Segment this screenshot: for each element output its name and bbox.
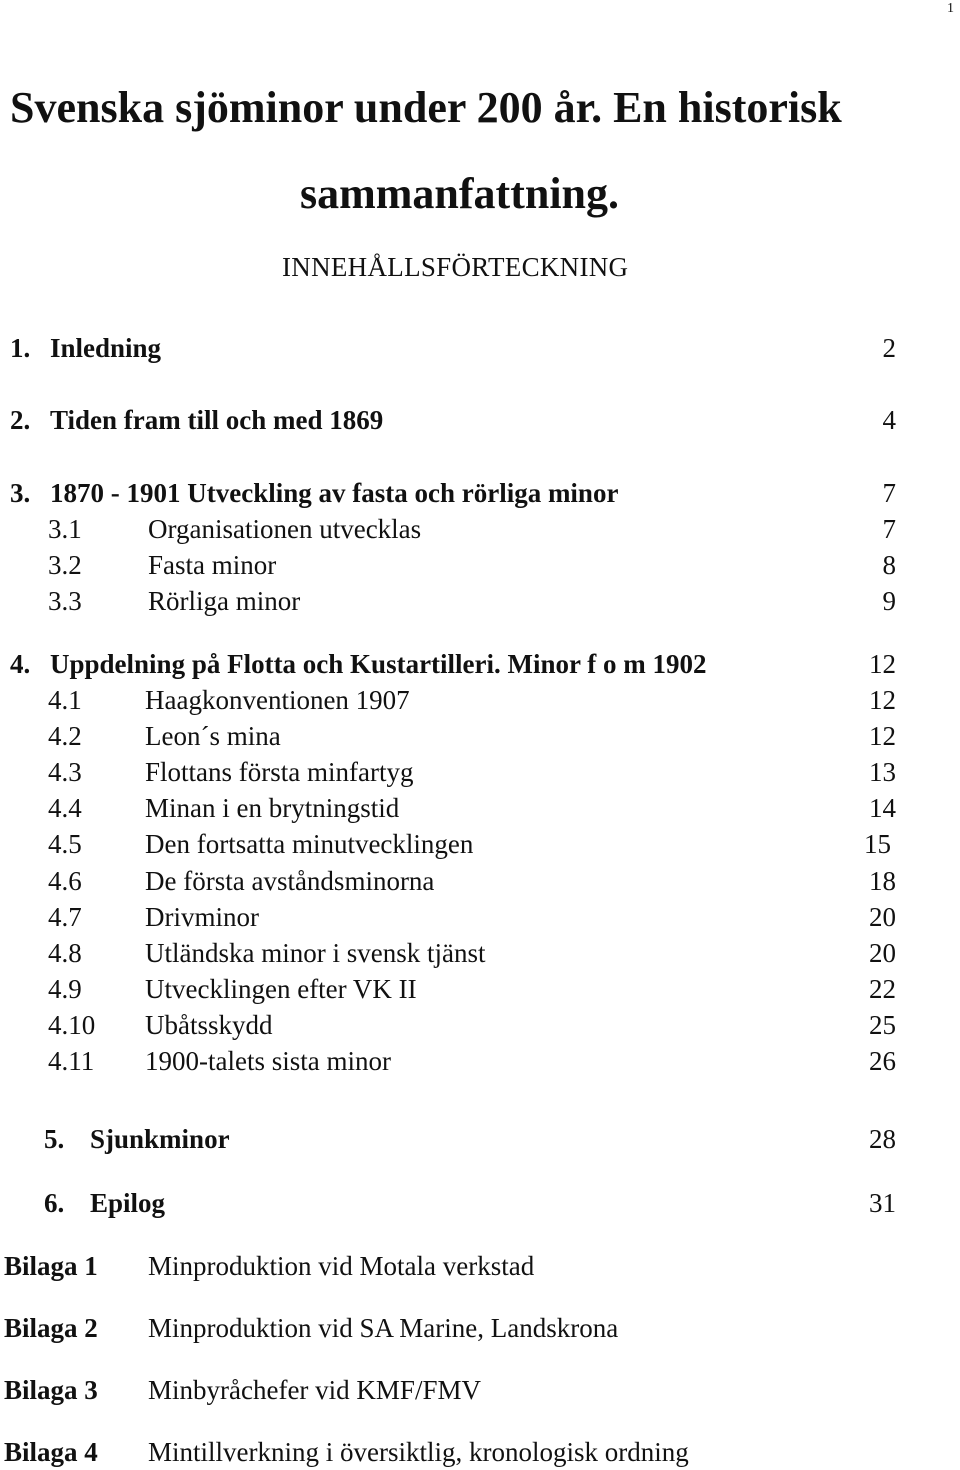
- toc-section-label: Uppdelning på Flotta och Kustartilleri. Minor f o m 1902: [50, 649, 707, 679]
- toc-subsection-number: 4.1: [48, 685, 82, 715]
- toc-subsection-number: 4.6: [48, 866, 82, 896]
- toc-section-page: 4: [882, 405, 896, 435]
- toc-section-label: Tiden fram till och med 1869: [50, 405, 384, 435]
- document-title-line1: Svenska sjöminor under 200 år. En historisk: [10, 83, 842, 132]
- toc-subsection-number: 4.5: [48, 829, 82, 859]
- toc-section-page: 7: [882, 478, 896, 508]
- appendix-title: Minbyråchefer vid KMF/FMV: [148, 1375, 481, 1405]
- toc-section-number: 4.: [10, 649, 31, 679]
- toc-subsection-label: Rörliga minor: [148, 586, 301, 616]
- toc-subsection-number: 4.7: [48, 902, 82, 932]
- appendix-title: Mintillverkning i översiktlig, kronologisk ordning: [148, 1437, 689, 1467]
- toc-subsection-page: 7: [882, 514, 896, 544]
- toc-section-page: 28: [869, 1124, 896, 1154]
- toc-subsection-number: 3.3: [48, 586, 82, 616]
- appendix-title: Minproduktion vid SA Marine, Landskrona: [148, 1313, 619, 1343]
- toc-subsection-page: 12: [869, 685, 896, 715]
- toc-subsection-number: 4.11: [48, 1046, 95, 1076]
- toc-section-page: 2: [882, 333, 896, 363]
- toc-subsection-page: 26: [869, 1046, 896, 1076]
- toc-section-number: 3.: [10, 478, 31, 508]
- toc-subsection-page: 9: [882, 586, 896, 616]
- toc-subsection-label: Leon´s mina: [145, 721, 281, 751]
- toc-section-label: Epilog: [90, 1188, 166, 1218]
- toc-section-page: 12: [869, 649, 896, 679]
- toc-subsection-label: Flottans första minfartyg: [145, 757, 414, 787]
- toc-subsection-label: Minan i en brytningstid: [145, 793, 400, 823]
- toc-subsection-number: 3.1: [48, 514, 82, 544]
- toc-subsection-label: Ubåtsskydd: [145, 1010, 273, 1040]
- toc-section-number: 1.: [10, 333, 31, 363]
- toc-subsection-number: 4.10: [48, 1010, 96, 1040]
- toc-section-number: 6.: [44, 1188, 65, 1218]
- toc-subsection-page: 13: [869, 757, 896, 787]
- toc-subsection-page: 20: [869, 938, 896, 968]
- toc-section-number: 2.: [10, 405, 31, 435]
- toc-subsection-page: 25: [869, 1010, 896, 1040]
- document-title-line2: sammanfattning.: [300, 169, 620, 218]
- toc-subsection-label: Utländska minor i svensk tjänst: [145, 938, 486, 968]
- toc-section-label: Inledning: [50, 333, 162, 363]
- toc-section-label: Sjunkminor: [90, 1124, 230, 1154]
- toc-subsection-number: 3.2: [48, 550, 82, 580]
- toc-subsection-label: Utvecklingen efter VK II: [145, 974, 417, 1004]
- toc-subsection-page: 20: [869, 902, 896, 932]
- toc-section-page: 31: [869, 1188, 896, 1218]
- toc-subsection-page: 22: [869, 974, 896, 1004]
- page-number: 1: [947, 1, 954, 16]
- toc-subsection-label: Fasta minor: [148, 550, 277, 580]
- toc-subsection-page: 14: [869, 793, 896, 823]
- appendix-label: Bilaga 3: [4, 1375, 98, 1405]
- toc-subsection-number: 4.4: [48, 793, 82, 823]
- toc-subsection-label: Organisationen utvecklas: [148, 514, 422, 544]
- toc-subsection-number: 4.8: [48, 938, 82, 968]
- toc-subsection-label: Haagkonventionen 1907: [145, 685, 410, 715]
- toc-heading: INNEHÅLLSFÖRTECKNING: [282, 252, 629, 282]
- toc-subsection-label: De första avståndsminorna: [145, 866, 435, 896]
- appendix-label: Bilaga 2: [4, 1313, 98, 1343]
- toc-subsection-number: 4.9: [48, 974, 82, 1004]
- appendix-label: Bilaga 4: [4, 1437, 98, 1467]
- toc-subsection-label: Den fortsatta minutvecklingen: [145, 829, 474, 859]
- toc-section-number: 5.: [44, 1124, 65, 1154]
- toc-section-label: 1870 - 1901 Utveckling av fasta och rörliga minor: [50, 478, 619, 508]
- appendix-title: Minproduktion vid Motala verkstad: [148, 1251, 535, 1281]
- toc-subsection-page: 12: [869, 721, 896, 751]
- toc-subsection-page: 8: [882, 550, 896, 580]
- toc-subsection-number: 4.3: [48, 757, 82, 787]
- toc-subsection-number: 4.2: [48, 721, 82, 751]
- toc-subsection-page: 18: [869, 866, 896, 896]
- appendix-label: Bilaga 1: [4, 1251, 98, 1281]
- toc-subsection-label: 1900-talets sista minor: [145, 1046, 391, 1076]
- toc-subsection-page: 15: [864, 829, 891, 859]
- toc-subsection-label: Drivminor: [145, 902, 259, 932]
